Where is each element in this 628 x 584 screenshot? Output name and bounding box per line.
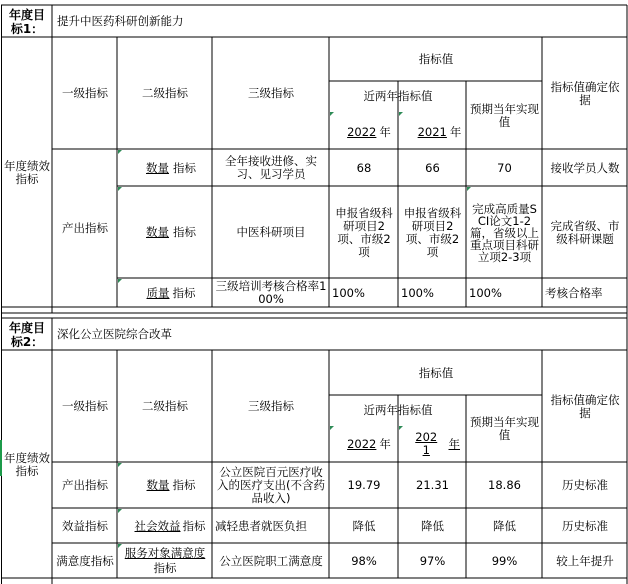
header-year-2022: 2022 年 <box>347 124 391 139</box>
header-year-2021: 2021 年 <box>417 124 462 139</box>
output-indicator-label: 产出指标 <box>62 221 108 235</box>
header-recent-two-years: 近两年指标值 <box>363 89 433 103</box>
row3-basis[interactable]: 考核合格率 <box>545 285 603 300</box>
row1-level3[interactable]: 全年接收进修、实习、见习学员 <box>225 154 317 181</box>
header-indicator-value: 指标值 <box>418 52 454 66</box>
header-basis: 指标值确定依据 <box>550 79 620 107</box>
row5-value-2021[interactable]: 降低 <box>421 518 444 533</box>
row1-value-2021[interactable]: 66 <box>425 160 440 175</box>
row5-value-2022[interactable]: 降低 <box>352 518 376 533</box>
row3-level2[interactable]: 质量 指标 <box>146 285 196 300</box>
row6-value-2021[interactable]: 97% <box>419 553 446 568</box>
row4-value-2021[interactable]: 21.31 <box>416 478 449 492</box>
row6-value-2022[interactable]: 98% <box>351 553 377 568</box>
row4-level3[interactable]: 公立医院百元医疗收入的医疗支出(不含药品收入) <box>217 465 325 505</box>
goal-text[interactable]: 提升中医药科研创新能力 <box>57 14 184 28</box>
row4-basis[interactable]: 历史标准 <box>562 478 608 492</box>
goal-text[interactable]: 深化公立医院综合改革 <box>57 327 172 341</box>
header-year-2022: 2022 年 <box>347 436 391 451</box>
row6-level2[interactable]: 服务对象满意度指标 <box>124 546 206 575</box>
cell-marker <box>399 112 403 116</box>
row-level1: 产出指标 <box>62 478 108 492</box>
cell-marker <box>330 112 334 116</box>
row3-expected[interactable]: 100% <box>469 285 502 300</box>
row1-expected[interactable]: 70 <box>497 160 512 175</box>
performance-indicators-label: 年度绩效指标 <box>4 450 50 478</box>
row6-basis[interactable]: 较上年提升 <box>556 553 614 568</box>
row2-level2[interactable]: 数量 指标 <box>146 225 196 239</box>
row5-expected[interactable]: 降低 <box>493 518 516 533</box>
row3-value-2022[interactable]: 100% <box>332 285 365 300</box>
row1-basis[interactable]: 接收学员人数 <box>550 160 620 175</box>
row4-value-2022[interactable]: 19.79 <box>347 478 381 492</box>
header-level3: 三级指标 <box>248 86 294 100</box>
row6-expected[interactable]: 99% <box>491 553 518 568</box>
row5-level3[interactable]: 减轻患者就医负担 <box>215 518 307 533</box>
header-level1: 一级指标 <box>62 399 108 413</box>
row-level1: 满意度指标 <box>56 553 114 568</box>
row5-basis[interactable]: 历史标准 <box>562 518 608 533</box>
row3-level3[interactable]: 三级培训考核合格率100% <box>215 279 327 306</box>
goal-label: 年度目标1： <box>8 7 45 36</box>
header-level1: 一级指标 <box>62 86 108 100</box>
row3-value-2021[interactable]: 100% <box>401 285 434 300</box>
header-recent-two-years: 近两年指标值 <box>363 402 433 417</box>
header-level2: 二级指标 <box>142 399 188 413</box>
row6-level3[interactable]: 公立医院职工满意度 <box>219 553 323 568</box>
header-expected-this-year: 预期当年实现值 <box>470 101 539 129</box>
row-level1: 效益指标 <box>62 518 108 533</box>
header-level2: 二级指标 <box>142 86 188 100</box>
header-expected-this-year: 预期当年实现值 <box>470 415 539 442</box>
row4-expected[interactable]: 18.86 <box>488 478 521 492</box>
header-level3: 三级指标 <box>248 399 294 413</box>
row2-value-2021[interactable]: 申报省级科研项目2项、市级2项 <box>403 205 462 259</box>
row1-level2[interactable]: 数量 指标 <box>146 160 196 175</box>
header-basis: 指标值确定依据 <box>550 392 620 420</box>
row2-expected[interactable]: 完成高质量SCI论文1-2篇，省级以上重点项目科研立项2-3项 <box>470 201 539 264</box>
row2-basis[interactable]: 完成省级、市级科研课题 <box>550 218 620 246</box>
header-indicator-value: 指标值 <box>418 365 454 380</box>
row2-value-2022[interactable]: 申报省级科研项目2项、市级2项 <box>335 205 393 259</box>
header-year-2021: 2021 年 <box>415 430 460 457</box>
performance-indicators-label: 年度绩效指标 <box>4 158 50 186</box>
goal-label: 年度目标2： <box>8 320 45 349</box>
row5-level2[interactable]: 社会效益 指标 <box>134 518 206 533</box>
row4-level2[interactable]: 数量 指标 <box>146 478 196 492</box>
row2-level3[interactable]: 中医科研项目 <box>236 225 306 239</box>
row1-value-2022[interactable]: 68 <box>356 160 372 175</box>
